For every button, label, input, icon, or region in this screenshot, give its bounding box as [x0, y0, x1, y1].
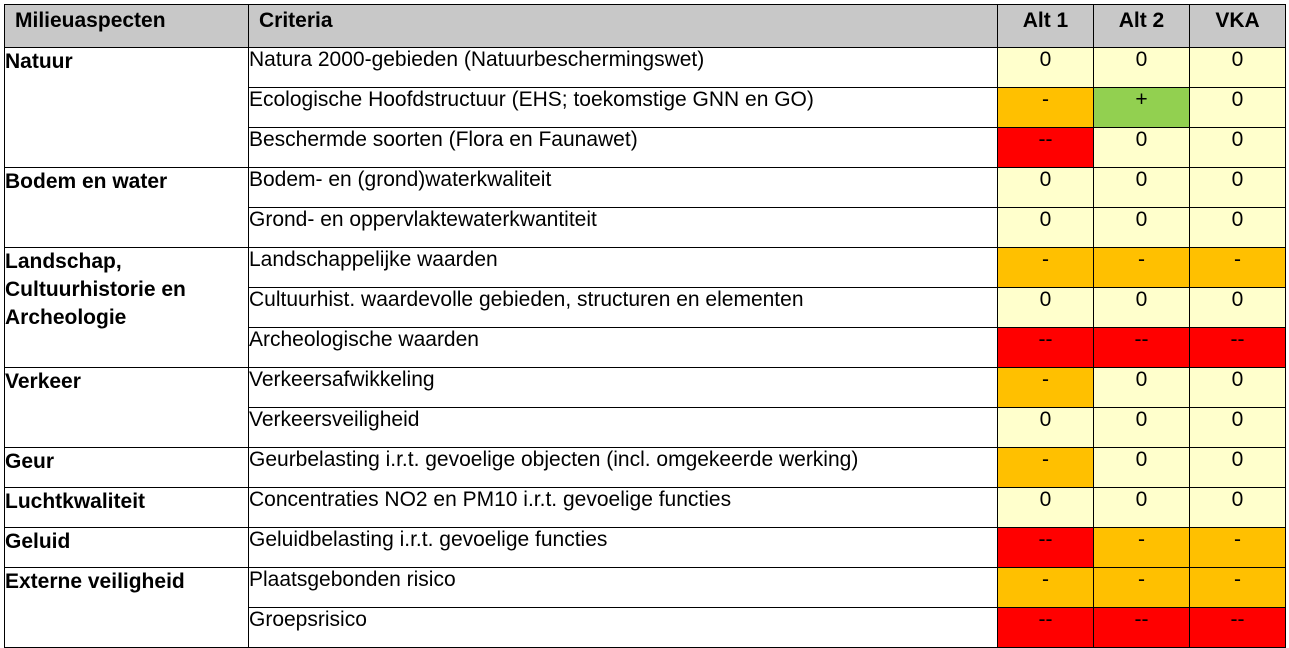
alt1-score-cell: -- [998, 608, 1094, 648]
aspect-cell: Geluid [5, 528, 249, 568]
alt1-score-cell: -- [998, 528, 1094, 568]
aspect-cell: Verkeer [5, 368, 249, 448]
criterium-cell: Groepsrisico [249, 608, 998, 648]
vka-score-cell: 0 [1190, 488, 1286, 528]
criterium-cell: Cultuurhist. waardevolle gebieden, structuren en elementen [249, 288, 998, 328]
alt2-score-cell: - [1094, 248, 1190, 288]
alt1-score-cell: -- [998, 328, 1094, 368]
criterium-cell: Plaatsgebonden risico [249, 568, 998, 608]
alt1-score-cell: 0 [998, 208, 1094, 248]
criterium-cell: Natura 2000-gebieden (Natuurbeschermingswet) [249, 48, 998, 88]
aspect-cell: Externe veiligheid [5, 568, 249, 648]
table-row [5, 368, 1286, 408]
criterium-cell: Grond- en oppervlaktewaterkwantiteit [249, 208, 998, 248]
vka-score-cell: 0 [1190, 48, 1286, 88]
alt2-score-cell: 0 [1094, 48, 1190, 88]
alt2-score-cell: 0 [1094, 208, 1190, 248]
vka-score-cell: 0 [1190, 448, 1286, 488]
aspect-cell: Landschap, Cultuurhistorie en Archeologie [5, 248, 249, 368]
table-row [5, 248, 1286, 288]
header-row [5, 5, 1286, 48]
table-row [5, 48, 1286, 88]
criterium-cell: Concentraties NO2 en PM10 i.r.t. gevoelige functies [249, 488, 998, 528]
alt2-score-cell: 0 [1094, 488, 1190, 528]
vka-score-cell: 0 [1190, 368, 1286, 408]
criterium-cell: Geurbelasting i.r.t. gevoelige objecten (incl. omgekeerde werking) [249, 448, 998, 488]
milieu-effecten-table [4, 4, 1286, 648]
alt2-score-cell: + [1094, 88, 1190, 128]
alt1-score-cell: - [998, 568, 1094, 608]
vka-score-cell: 0 [1190, 208, 1286, 248]
alt2-score-cell: -- [1094, 328, 1190, 368]
alt2-score-cell: 0 [1094, 168, 1190, 208]
alt2-score-cell: 0 [1094, 368, 1190, 408]
header-vka: VKA [1190, 5, 1286, 48]
header-criteria: Criteria [249, 5, 998, 48]
aspect-cell: Luchtkwaliteit [5, 488, 249, 528]
header-aspect: Milieuaspecten [5, 5, 249, 48]
alt2-score-cell: 0 [1094, 128, 1190, 168]
table-row [5, 568, 1286, 608]
vka-score-cell: - [1190, 248, 1286, 288]
alt2-score-cell: - [1094, 528, 1190, 568]
aspect-cell: Natuur [5, 48, 249, 168]
alt2-score-cell: - [1094, 568, 1190, 608]
alt2-score-cell: -- [1094, 608, 1190, 648]
alt2-score-cell: 0 [1094, 288, 1190, 328]
table-row [5, 448, 1286, 488]
criterium-cell: Geluidbelasting i.r.t. gevoelige functies [249, 528, 998, 568]
alt1-score-cell: - [998, 368, 1094, 408]
table-row [5, 168, 1286, 208]
alt1-score-cell: 0 [998, 168, 1094, 208]
vka-score-cell: 0 [1190, 288, 1286, 328]
aspect-cell: Geur [5, 448, 249, 488]
alt1-score-cell: 0 [998, 488, 1094, 528]
criterium-cell: Landschappelijke waarden [249, 248, 998, 288]
criterium-cell: Verkeersafwikkeling [249, 368, 998, 408]
alt1-score-cell: - [998, 448, 1094, 488]
table-body [5, 48, 1286, 648]
alt2-score-cell: 0 [1094, 408, 1190, 448]
alt1-score-cell: -- [998, 128, 1094, 168]
criterium-cell: Archeologische waarden [249, 328, 998, 368]
alt1-score-cell: - [998, 88, 1094, 128]
table-row [5, 488, 1286, 528]
vka-score-cell: 0 [1190, 88, 1286, 128]
criterium-cell: Verkeersveiligheid [249, 408, 998, 448]
vka-score-cell: -- [1190, 608, 1286, 648]
vka-score-cell: 0 [1190, 128, 1286, 168]
vka-score-cell: 0 [1190, 168, 1286, 208]
alt1-score-cell: - [998, 248, 1094, 288]
criterium-cell: Ecologische Hoofdstructuur (EHS; toekomstige GNN en GO) [249, 88, 998, 128]
alt1-score-cell: 0 [998, 288, 1094, 328]
alt2-score-cell: 0 [1094, 448, 1190, 488]
vka-score-cell: - [1190, 568, 1286, 608]
vka-score-cell: - [1190, 528, 1286, 568]
alt1-score-cell: 0 [998, 408, 1094, 448]
aspect-cell: Bodem en water [5, 168, 249, 248]
table-row [5, 528, 1286, 568]
header-alt2: Alt 2 [1094, 5, 1190, 48]
criterium-cell: Bodem- en (grond)waterkwaliteit [249, 168, 998, 208]
vka-score-cell: 0 [1190, 408, 1286, 448]
criterium-cell: Beschermde soorten (Flora en Faunawet) [249, 128, 998, 168]
header-alt1: Alt 1 [998, 5, 1094, 48]
vka-score-cell: -- [1190, 328, 1286, 368]
alt1-score-cell: 0 [998, 48, 1094, 88]
